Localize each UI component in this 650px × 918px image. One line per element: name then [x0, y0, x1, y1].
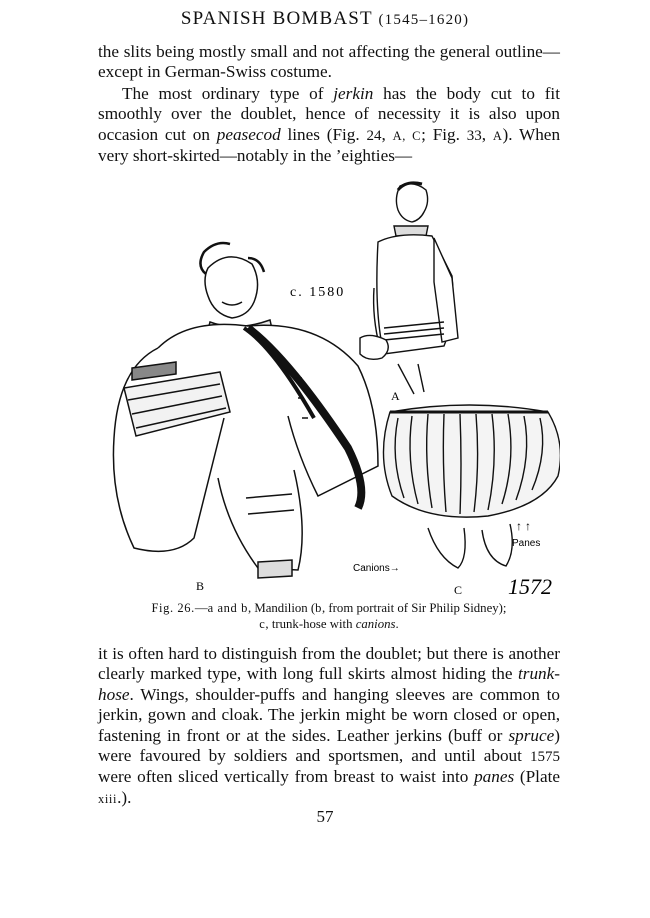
paragraph-1: [98, 42, 560, 83]
figure-ref: A: [492, 128, 503, 143]
caption-figure-ref: c: [259, 617, 266, 631]
text-run: it is often hard to distinguish from the doublet; but there is another clearly marked type, with long full skirts almost hiding the: [98, 644, 560, 684]
canions-label: Canions→: [353, 563, 400, 574]
header-title: SPANISH BOMBAST: [180, 8, 373, 29]
figure-c-date: 1572: [508, 574, 552, 598]
text-run: were often sliced vertically from breast to waist into: [98, 767, 475, 787]
italic-term: jerkin: [333, 84, 374, 103]
caption-text: —: [194, 601, 208, 615]
italic-term: trunk-hose: [98, 664, 560, 704]
figure-number: 24: [366, 127, 382, 144]
caption-text: .: [395, 617, 399, 631]
figure-c-label: C: [454, 583, 463, 597]
header-dates: (1545–1620): [378, 12, 470, 28]
text-run: ; Fig.: [421, 124, 467, 144]
figure-caption: [98, 600, 560, 632]
text-run: ) were favoured by soldiers and sportsmen, and until about: [98, 725, 560, 766]
panes-label: Panes: [512, 538, 541, 549]
text-run: (Plate: [514, 767, 560, 787]
caption-text: , trunk-hose with: [265, 617, 356, 631]
italic-term: spruce: [508, 725, 555, 745]
text-run: has the body cut to fit smoothly over the doublet, hence of necessity it is also upon occasion cut on: [98, 84, 560, 144]
year-number: 1575: [530, 749, 560, 766]
figure-a-label: A: [391, 389, 400, 403]
text-run: lines (Fig.: [280, 124, 367, 144]
text-run: . Wings, shoulder-puffs and hanging sleeves are common to jerkin, gown and cloak. The jerkin might be worn closed or open, fastening in front or at the sides. Leather jerkins (buff or: [98, 684, 560, 745]
paragraph-3: [98, 644, 560, 809]
caption-figure-ref: b: [315, 601, 322, 615]
caption-text: , from portrait of Sir Philip Sidney);: [322, 601, 507, 615]
figure-26-illustration: [98, 178, 560, 598]
caption-text: , Mandilion (: [247, 601, 316, 615]
caption-italic-term: canions: [355, 617, 396, 631]
costume-drawing: [98, 178, 560, 598]
italic-term: peasecod: [216, 124, 281, 144]
figure-a-jerkin-drawing: [360, 183, 458, 394]
figure-number: 33: [466, 127, 482, 144]
panes-arrows: ↑ ↑: [516, 519, 531, 533]
paragraph-2: [98, 84, 560, 167]
page-number: 57: [316, 807, 334, 826]
caption-fig-label: Fig. 26.: [151, 601, 195, 615]
paragraph-1-text: the slits being mostly small and not affecting the general outline—except in German-Swiss costume.: [98, 42, 560, 82]
text-run: ). When very short-skirted—notably in the ’eighties—: [98, 124, 561, 166]
figure-b-date: c. 1580: [290, 285, 346, 300]
text-run: ,: [381, 124, 393, 144]
running-header: [0, 8, 650, 30]
figure-b-label: B: [196, 579, 205, 593]
caption-figure-ref: a and b: [207, 601, 248, 615]
plate-ref: xiii: [98, 791, 118, 806]
figure-ref: A, C: [392, 128, 422, 143]
italic-term: panes: [474, 767, 515, 787]
text-run: The most ordinary type of: [122, 84, 334, 103]
text-run: ,: [481, 124, 493, 144]
text-run: .).: [117, 787, 132, 807]
